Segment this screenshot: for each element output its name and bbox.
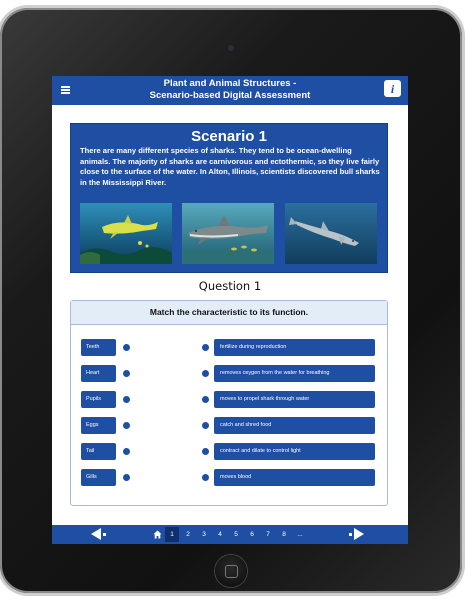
app-screen xyxy=(52,76,408,544)
arrow-left-icon[interactable] xyxy=(91,528,101,540)
term-connector-dot[interactable] xyxy=(123,474,130,481)
page-4-button[interactable]: 4 xyxy=(218,531,222,538)
scenario-panel xyxy=(70,123,388,273)
term-tail[interactable]: Tail xyxy=(81,443,116,460)
function-connector-dot[interactable] xyxy=(202,344,209,351)
term-heart[interactable]: Heart xyxy=(81,365,116,382)
term-teeth[interactable]: Teeth xyxy=(81,339,116,356)
shark-photo-1 xyxy=(80,203,172,264)
arrow-right-icon[interactable] xyxy=(354,528,364,540)
term-connector-dot[interactable] xyxy=(123,344,130,351)
page-6-button[interactable]: 6 xyxy=(250,531,254,538)
term-pupils[interactable]: Pupils xyxy=(81,391,116,408)
shark-photo-2 xyxy=(182,203,274,264)
question-instruction: Match the characteristic to its function. xyxy=(71,301,387,325)
pagination-bar xyxy=(52,525,408,544)
page-5-button[interactable]: 5 xyxy=(234,531,238,538)
page-3-button[interactable]: 3 xyxy=(202,531,206,538)
top-bar xyxy=(52,76,408,105)
title-line-2: Scenario-based Digital Assessment xyxy=(149,90,311,101)
term-connector-dot[interactable] xyxy=(123,448,130,455)
question-card xyxy=(70,300,388,506)
function-option[interactable]: moves blood xyxy=(214,469,375,486)
function-connector-dot[interactable] xyxy=(202,422,209,429)
term-eggs[interactable]: Eggs xyxy=(81,417,116,434)
function-option[interactable]: contract and dilate to control light xyxy=(214,443,375,460)
title-line-1: Plant and Animal Structures - xyxy=(163,78,297,89)
home-icon[interactable] xyxy=(153,530,162,539)
function-connector-dot[interactable] xyxy=(202,370,209,377)
page-title xyxy=(92,78,368,102)
hamburger-menu-icon[interactable] xyxy=(61,86,70,93)
term-connector-dot[interactable] xyxy=(123,422,130,429)
scenario-text: There are many different species of sharks. They tend to be ocean-dwelling animals. The majority of sharks are carnivorous and ectothermic, so they live fairly close to the surface of the water. In Alton, Illinois, scientists discovered bull sharks in the Mississippi River. xyxy=(80,146,380,187)
function-option[interactable]: moves to propel shark through water xyxy=(214,391,375,408)
home-button[interactable] xyxy=(215,555,247,587)
term-connector-dot[interactable] xyxy=(123,396,130,403)
function-option[interactable]: removes oxygen from the water for breathing xyxy=(214,365,375,382)
term-connector-dot[interactable] xyxy=(123,370,130,377)
next-indicator xyxy=(349,533,352,536)
camera xyxy=(228,45,234,51)
page-1-button[interactable]: 1 xyxy=(165,527,179,542)
shark-photo-3 xyxy=(285,203,377,264)
scenario-title: Scenario 1 xyxy=(191,128,267,145)
function-connector-dot[interactable] xyxy=(202,448,209,455)
page-2-button[interactable]: 2 xyxy=(186,531,190,538)
term-gills[interactable]: Gills xyxy=(81,469,116,486)
info-icon[interactable]: i xyxy=(384,80,401,97)
tablet-frame xyxy=(0,8,462,593)
function-connector-dot[interactable] xyxy=(202,396,209,403)
page-more[interactable]: ... xyxy=(297,531,303,538)
page-7-button[interactable]: 7 xyxy=(266,531,270,538)
function-option[interactable]: catch and shred food xyxy=(214,417,375,434)
function-option[interactable]: fertilize during reproduction xyxy=(214,339,375,356)
prev-indicator xyxy=(103,533,106,536)
function-connector-dot[interactable] xyxy=(202,474,209,481)
question-label: Question 1 xyxy=(198,279,262,293)
page-8-button[interactable]: 8 xyxy=(282,531,286,538)
